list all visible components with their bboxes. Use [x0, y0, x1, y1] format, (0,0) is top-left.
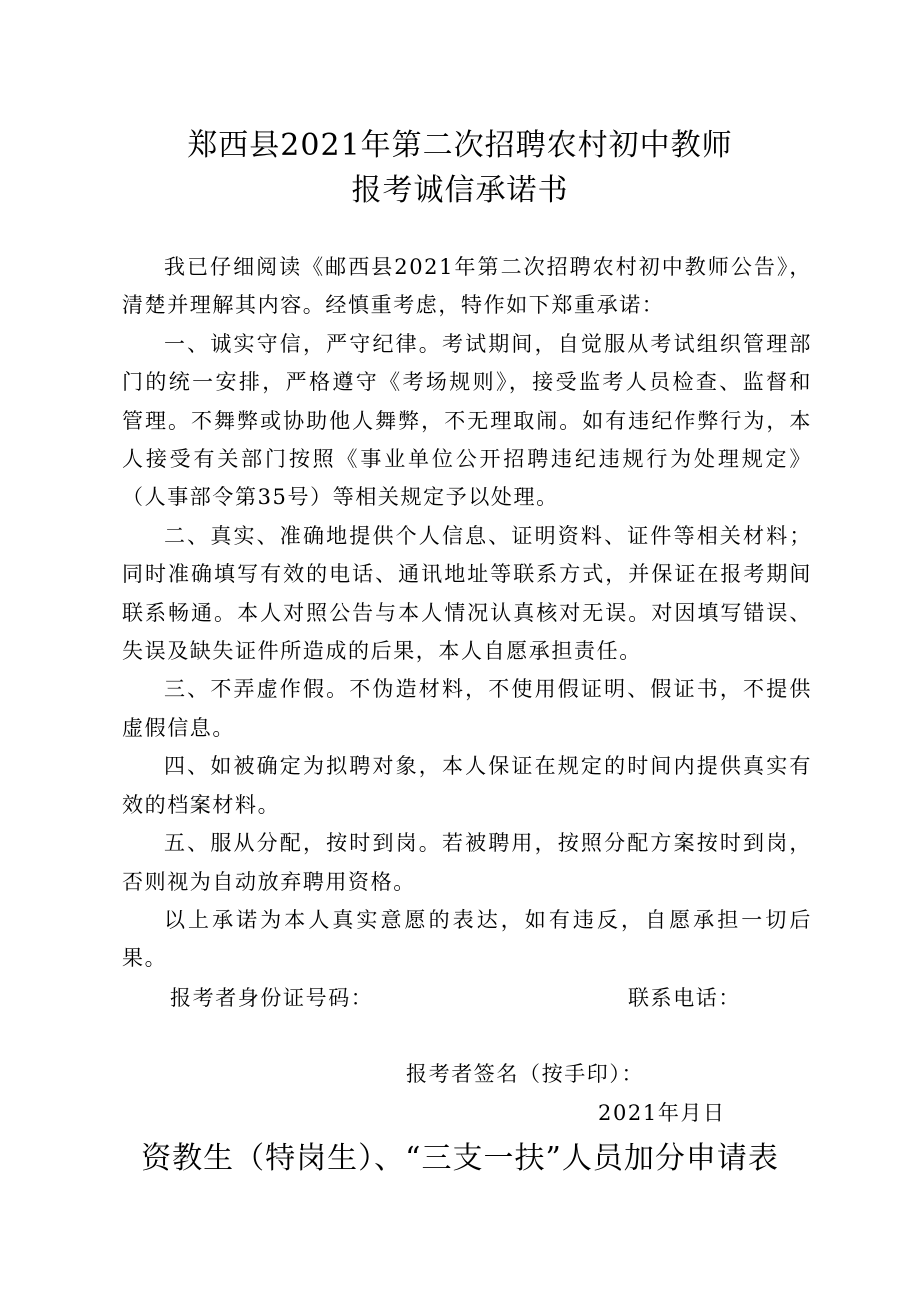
pledge-item-4: 四、如被确定为拟聘对象，本人保证在规定的时间内提供真实有效的档案材料。: [122, 754, 812, 817]
document-title-line-1: 郑西县2021年第二次招聘农村初中教师: [187, 128, 733, 163]
document-title-line-2: 报考诚信承诺书: [351, 173, 569, 208]
next-form-title: 资教生（特岗生）、“三支一扶”人员加分申请表: [141, 1141, 779, 1176]
pledge-item-1: 一、诚实守信，严守纪律。考试期间，自觉服从考试组织管理部门的统一安排，严格遵守《考场规则》，接受监考人员检查、监督和管理。不舞弊或协助他人舞弊，不无理取闹。如有违纪作弊行为，本人接受有关部门按照《事业单位公开招聘违纪违规行为处理规定》（人事部令第35号）等相关规定予以处理。: [122, 331, 812, 510]
pledge-closing-paragraph: 以上承诺为本人真实意愿的表达，如有违反，自愿承担一切后果。: [122, 907, 812, 971]
signature-label: 报考者签名（按手印）：: [406, 1062, 645, 1086]
pledge-item-2: 二、真实、准确地提供个人信息、证明资料、证件等相关材料；同时准确填写有效的电话、通讯地址等联系方式，并保证在报考期间联系畅通。本人对照公告与本人情况认真核对无误。对因填写错误、失误及缺失证件所造成的后果，本人自愿承担责任。: [122, 523, 812, 664]
phone-label: 联系电话：: [628, 986, 741, 1010]
id-number-label: 报考者身份证号码：: [170, 986, 374, 1010]
pledge-item-5: 五、服从分配，按时到岗。若被聘用，按照分配方案按时到岗，否则视为自动放弃聘用资格。: [122, 831, 812, 894]
pledge-body: [122, 248, 812, 978]
pledge-intro-paragraph: 我已仔细阅读《邮西县2021年第二次招聘农村初中教师公告》，清楚并理解其内容。经慎重考虑，特作如下郑重承诺：: [122, 255, 812, 318]
pledge-item-3: 三、不弄虚作假。不伪造材料，不使用假证明、假证书，不提供虚假信息。: [122, 677, 812, 740]
date-label: 2021年月日: [598, 1101, 726, 1125]
